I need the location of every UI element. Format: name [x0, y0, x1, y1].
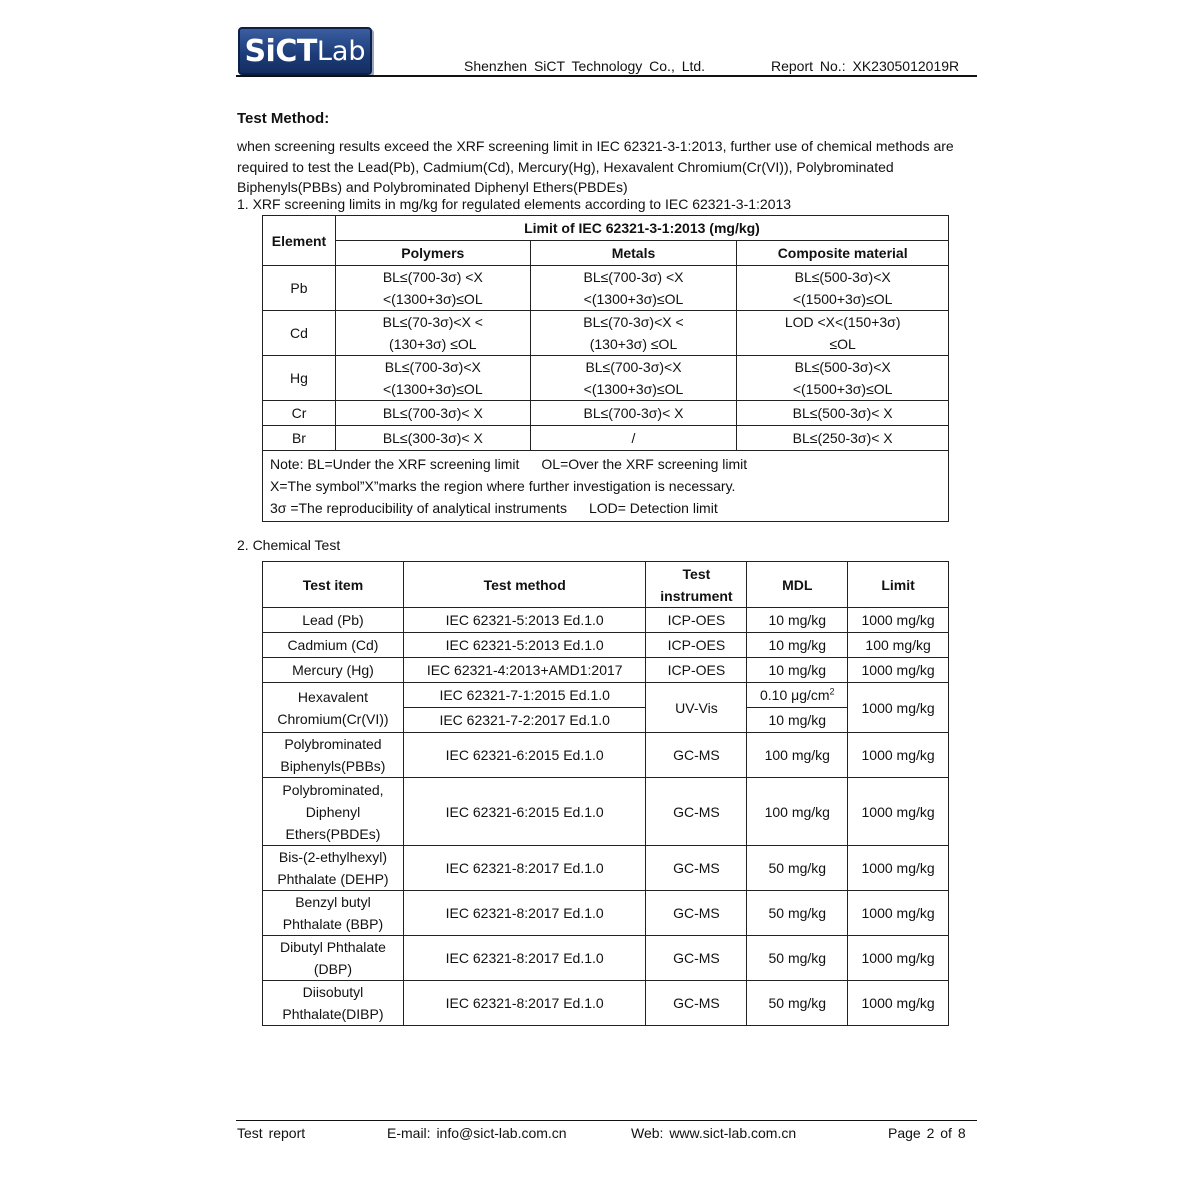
xrf-cell: BL≤(700-3σ)<X <(1300+3σ)≤OL — [530, 356, 737, 401]
chem-item: Lead (Pb) — [263, 608, 404, 633]
chem-item: Polybrominated Biphenyls(PBBs) — [263, 733, 404, 778]
chem-method: IEC 62321-6:2015 Ed.1.0 — [403, 778, 646, 846]
chem-item: Mercury (Hg) — [263, 658, 404, 683]
note-sigma: 3σ =The reproducibility of analytical instruments — [270, 500, 567, 516]
chem-mdl: 100 mg/kg — [747, 778, 848, 846]
chem-mdl: 0.10 $\mu g/cm^2$ — [747, 683, 848, 708]
chem-limit: 1000 mg/kg — [848, 658, 949, 683]
xrf-cell: BL≤(300-3σ)< X — [335, 426, 530, 451]
chem-method: IEC 62321-4:2013+AMD1:2017 — [403, 658, 646, 683]
chem-instrument: GC-MS — [646, 778, 747, 846]
chem-limit: 1000 mg/kg — [848, 936, 949, 981]
header-report-number: Report No.: XK2305012019R — [771, 58, 960, 74]
chem-method: IEC 62321-6:2015 Ed.1.0 — [403, 733, 646, 778]
table-row — [263, 401, 949, 426]
xrf-cell: BL≤(500-3σ)< X — [737, 401, 949, 426]
chem-method: IEC 62321-5:2013 Ed.1.0 — [403, 608, 646, 633]
xrf-notes — [263, 451, 949, 522]
chem-header-method: Test method — [403, 562, 646, 608]
chem-item: Cadmium (Cd) — [263, 633, 404, 658]
xrf-header-metals: Metals — [530, 241, 737, 266]
chem-method: IEC 62321-8:2017 Ed.1.0 — [403, 936, 646, 981]
table-row — [263, 266, 949, 311]
chem-item: Bis-(2-ethylhexyl) Phthalate (DEHP) — [263, 846, 404, 891]
xrf-element: Br — [263, 426, 336, 451]
chem-limit: 1000 mg/kg — [848, 683, 949, 733]
table-row — [263, 683, 949, 708]
footer-divider — [236, 1120, 977, 1121]
table-row — [263, 733, 949, 778]
table-row — [263, 981, 949, 1026]
table-row — [263, 846, 949, 891]
chem-method: IEC 62321-5:2013 Ed.1.0 — [403, 633, 646, 658]
chem-instrument: ICP-OES — [646, 633, 747, 658]
footer-doc-type: Test report — [237, 1125, 306, 1141]
xrf-cell: BL≤(700-3σ)<X <(1300+3σ)≤OL — [335, 356, 530, 401]
table-row — [263, 426, 949, 451]
chem-mdl: 50 mg/kg — [747, 891, 848, 936]
chem-mdl: 10 mg/kg — [747, 708, 848, 733]
chem-limit: 1000 mg/kg — [848, 891, 949, 936]
xrf-header-composite: Composite material — [737, 241, 949, 266]
xrf-cell: BL≤(250-3σ)< X — [737, 426, 949, 451]
chem-item: Hexavalent Chromium(Cr(VI)) — [263, 683, 404, 733]
chem-instrument: GC-MS — [646, 981, 747, 1026]
chem-instrument: GC-MS — [646, 846, 747, 891]
table-row — [263, 891, 949, 936]
table-row — [263, 658, 949, 683]
note-x: X=The symbol”X”marks the region where further investigation is necessary. — [270, 478, 736, 494]
chem-header-instrument: Test instrument — [646, 562, 747, 608]
xrf-cell: BL≤(700-3σ) <X <(1300+3σ)≤OL — [335, 266, 530, 311]
test-method-heading: Test Method: — [237, 110, 330, 127]
test-method-paragraph: when screening results exceed the XRF screening limit in IEC 62321-3-1:2013, further use of chemical methods are required to test the Lead(Pb), Cadmium(Cd), Mercury(Hg), Hexavalent Chromium(Cr(VI)), Polybrominated Biphenyls(PBBs) and Polybrominated Diphenyl Ethers(PBDEs) — [237, 138, 954, 195]
chem-method: IEC 62321-8:2017 Ed.1.0 — [403, 981, 646, 1026]
chem-item: Benzyl butyl Phthalate (BBP) — [263, 891, 404, 936]
logo-text-part2: Lab — [316, 35, 366, 67]
logo-text-part1: SiCT — [244, 33, 317, 69]
chem-mdl: 50 mg/kg — [747, 846, 848, 891]
xrf-cell: / — [530, 426, 737, 451]
chem-limit: 1000 mg/kg — [848, 733, 949, 778]
table-row — [263, 356, 949, 401]
footer-email: E-mail: info@sict-lab.com.cn — [387, 1125, 567, 1141]
chem-header-mdl: MDL — [747, 562, 848, 608]
xrf-element: Cr — [263, 401, 336, 426]
chem-method: IEC 62321-8:2017 Ed.1.0 — [403, 846, 646, 891]
chem-instrument: GC-MS — [646, 891, 747, 936]
note-ol: OL=Over the XRF screening limit — [541, 456, 748, 472]
chem-limit: 1000 mg/kg — [848, 846, 949, 891]
table-row — [263, 311, 949, 356]
chem-mdl: 50 mg/kg — [747, 981, 848, 1026]
table-row — [263, 778, 949, 846]
chem-limit: 1000 mg/kg — [848, 608, 949, 633]
xrf-element: Pb — [263, 266, 336, 311]
header-company-name: Shenzhen SiCT Technology Co., Ltd. — [464, 58, 706, 74]
xrf-cell: BL≤(500-3σ)<X <(1500+3σ)≤OL — [737, 356, 949, 401]
chem-instrument: GC-MS — [646, 733, 747, 778]
table-row — [263, 608, 949, 633]
chem-item: Polybrominated, Diphenyl Ethers(PBDEs) — [263, 778, 404, 846]
chem-header-item: Test item — [263, 562, 404, 608]
footer-page-number: Page 2 of 8 — [888, 1125, 966, 1141]
xrf-section-title: 1. XRF screening limits in mg/kg for regulated elements according to IEC 62321-3-1:2013 — [237, 196, 792, 212]
xrf-cell: BL≤(700-3σ)< X — [335, 401, 530, 426]
chem-mdl: 10 mg/kg — [747, 658, 848, 683]
xrf-cell: BL≤(700-3σ)< X — [530, 401, 737, 426]
chemical-section-title: 2. Chemical Test — [237, 537, 341, 553]
company-logo — [238, 27, 372, 75]
chem-mdl: 10 mg/kg — [747, 633, 848, 658]
chem-mdl: 100 mg/kg — [747, 733, 848, 778]
xrf-header-element: Element — [263, 216, 336, 266]
note-bl: Note: BL=Under the XRF screening limit — [270, 456, 520, 472]
chemical-test-table — [262, 561, 949, 1026]
chem-instrument: ICP-OES — [646, 608, 747, 633]
chem-item: Dibutyl Phthalate (DBP) — [263, 936, 404, 981]
xrf-header-polymers: Polymers — [335, 241, 530, 266]
chem-instrument: ICP-OES — [646, 658, 747, 683]
chem-method: IEC 62321-7-1:2015 Ed.1.0 — [403, 683, 646, 708]
xrf-cell: LOD <X<(150+3σ) ≤OL — [737, 311, 949, 356]
xrf-cell: BL≤(70-3σ)<X < (130+3σ) ≤OL — [530, 311, 737, 356]
chem-instrument: UV-Vis — [646, 683, 747, 733]
chem-limit: 1000 mg/kg — [848, 981, 949, 1026]
chem-method: IEC 62321-8:2017 Ed.1.0 — [403, 891, 646, 936]
chem-limit: 1000 mg/kg — [848, 778, 949, 846]
xrf-cell: BL≤(70-3σ)<X < (130+3σ) ≤OL — [335, 311, 530, 356]
chem-item: Diisobutyl Phthalate(DIBP) — [263, 981, 404, 1026]
table-row — [263, 633, 949, 658]
chem-header-limit: Limit — [848, 562, 949, 608]
chem-mdl: 50 mg/kg — [747, 936, 848, 981]
chem-instrument: GC-MS — [646, 936, 747, 981]
chem-method: IEC 62321-7-2:2017 Ed.1.0 — [403, 708, 646, 733]
xrf-element: Hg — [263, 356, 336, 401]
xrf-cell: BL≤(500-3σ)<X <(1500+3σ)≤OL — [737, 266, 949, 311]
note-lod: LOD= Detection limit — [588, 500, 718, 516]
xrf-element: Cd — [263, 311, 336, 356]
chem-mdl: 10 mg/kg — [747, 608, 848, 633]
xrf-limits-table — [262, 215, 949, 522]
xrf-header-limit: Limit of IEC 62321-3-1:2013 (mg/kg) — [335, 216, 948, 241]
xrf-cell: BL≤(700-3σ) <X <(1300+3σ)≤OL — [530, 266, 737, 311]
header-divider — [236, 75, 977, 77]
chem-limit: 100 mg/kg — [848, 633, 949, 658]
table-row — [263, 936, 949, 981]
footer-website: Web: www.sict-lab.com.cn — [631, 1125, 797, 1141]
